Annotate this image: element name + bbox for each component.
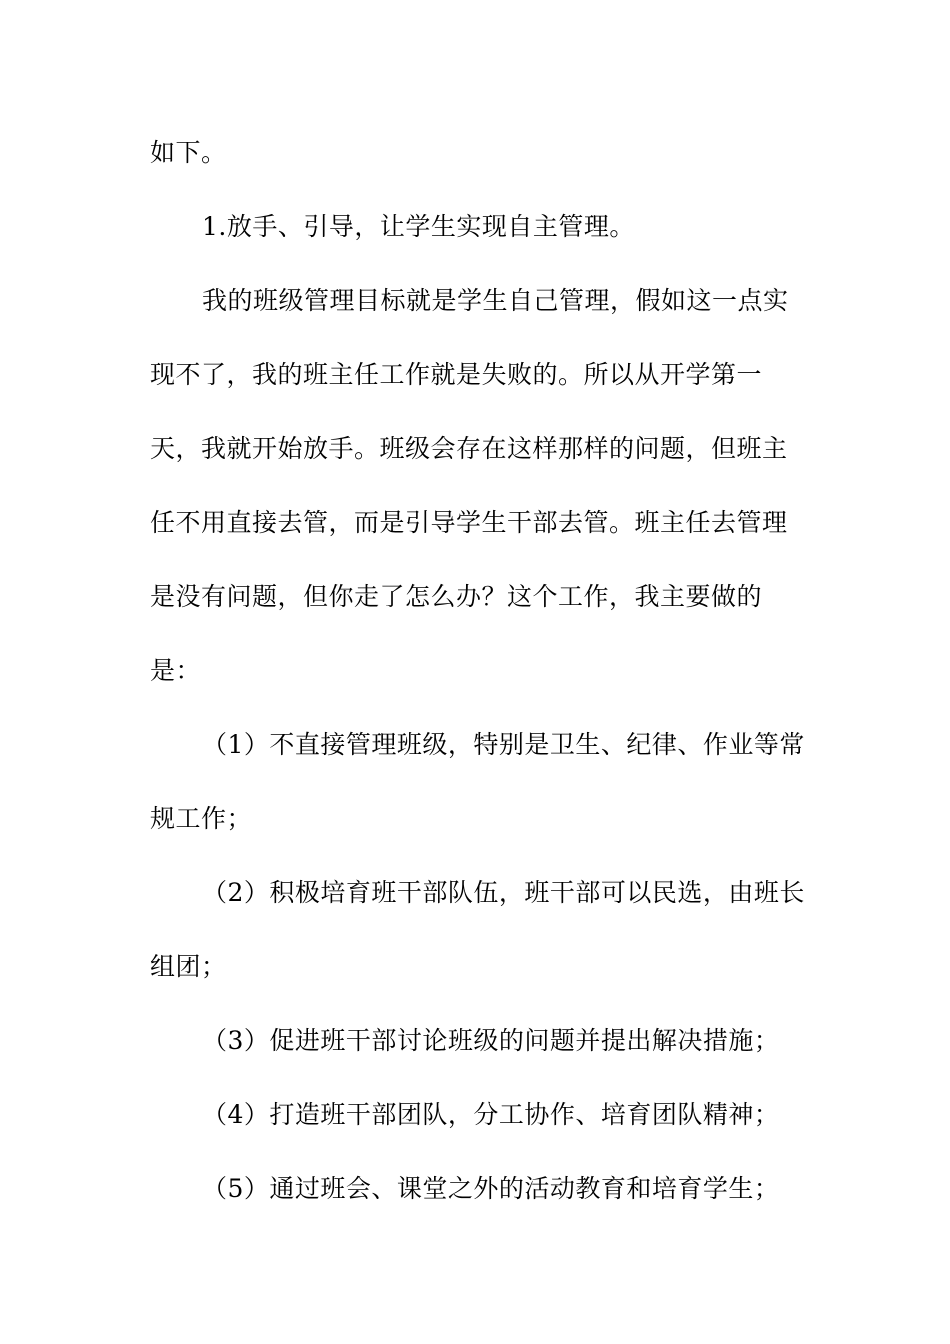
list-item-continuation: 规工作；: [150, 804, 253, 833]
section-heading: 1.放手、引导，让学生实现自主管理。: [202, 212, 635, 241]
list-item: （1）不直接管理班级，特别是卫生、纪律、作业等常: [202, 730, 805, 759]
list-item: （4）打造班干部团队，分工协作、培育团队精神；: [202, 1100, 780, 1129]
list-item: （3）促进班干部讨论班级的问题并提出解决措施；: [202, 1026, 780, 1055]
paragraph-line: 是：: [150, 656, 202, 685]
paragraph-line: 是没有问题，但你走了怎么办？这个工作，我主要做的: [150, 582, 763, 611]
text-line: 如下。: [150, 138, 227, 167]
paragraph-line: 任不用直接去管，而是引导学生干部去管。班主任去管理: [150, 508, 788, 537]
list-item: （5）通过班会、课堂之外的活动教育和培育学生；: [202, 1174, 780, 1203]
list-item-continuation: 组团；: [150, 952, 227, 981]
paragraph-line: 天，我就开始放手。班级会存在这样那样的问题，但班主: [150, 434, 788, 463]
list-item: （2）积极培育班干部队伍，班干部可以民选，由班长: [202, 878, 805, 907]
paragraph-line: 现不了，我的班主任工作就是失败的。所以从开学第一: [150, 360, 763, 389]
paragraph-line: 我的班级管理目标就是学生自己管理，假如这一点实: [202, 286, 789, 315]
